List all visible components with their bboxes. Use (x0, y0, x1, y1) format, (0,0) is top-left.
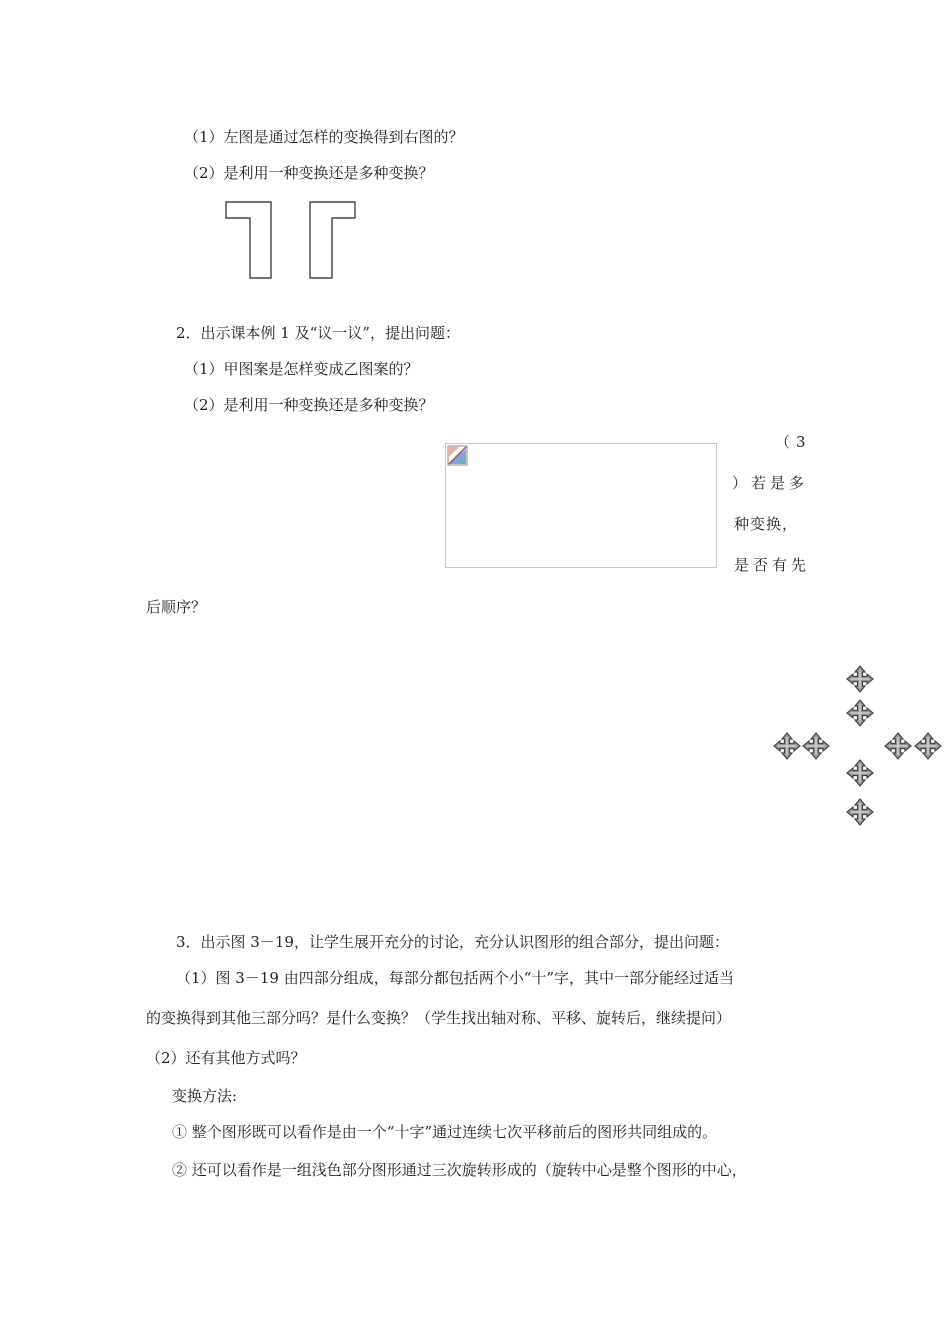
cross-icon (847, 666, 873, 692)
methods-title: 变换方法: (172, 1087, 238, 1105)
method-1: ① 整个图形既可以看作是由一个“十字”通过连续七次平移前后的图形共同组成的。 (172, 1123, 718, 1141)
question-1-2: （2）是利用一种变换还是多种变换？ (184, 164, 434, 182)
question-3-1-line-2: 的变换得到其他三部分吗？是什么变换？（学生找出轴对称、平移、旋转后，继续提问） (146, 1009, 732, 1027)
cross-icon (847, 700, 873, 726)
l-shapes-figure (222, 198, 362, 284)
left-l-shape (226, 202, 271, 278)
question-2-2: （2）是利用一种变换还是多种变换？ (184, 396, 434, 414)
method-2: ② 还可以看作是一组浅色部分图形通过三次旋转形成的（旋转中心是整个图形的中心， (172, 1161, 747, 1179)
missing-image-placeholder (445, 443, 717, 568)
cross-icon (803, 733, 829, 759)
right-l-shape (310, 202, 355, 278)
question-2-3-number: 3 (796, 433, 810, 451)
section-2-heading: 2．出示课本例 1 及“议一议”，提出问题： (176, 324, 460, 342)
question-2-3-line-4: 是否有先 (734, 556, 811, 574)
question-2-3-line-5: 后顺序？ (146, 598, 207, 616)
question-2-3-line-3: 种变换， (734, 515, 799, 533)
question-3-1-line-1: （1）图 3－19 由四部分组成，每部分都包括两个小“十”字，其中一部分能经过适当 (176, 969, 735, 987)
question-2-1: （1）甲图案是怎样变成乙图案的？ (184, 360, 419, 378)
cross-icon (847, 760, 873, 786)
question-2-3-line-2: ）若是多 (732, 474, 809, 492)
broken-image-icon (447, 445, 469, 467)
cross-icon (847, 799, 873, 825)
question-1-1: （1）左图是通过怎样的变换得到右图的？ (184, 128, 464, 146)
cross-icon (915, 733, 941, 759)
section-3-heading: 3．出示图 3－19，让学生展开充分的讨论，充分认识图形的组合部分，提出问题： (176, 933, 729, 951)
cross-icon (885, 733, 911, 759)
cross-pattern-figure (770, 660, 946, 830)
question-2-3-open-paren: （ (775, 433, 795, 451)
question-3-2: （2）还有其他方式吗？ (146, 1049, 306, 1067)
cross-icon (774, 733, 800, 759)
